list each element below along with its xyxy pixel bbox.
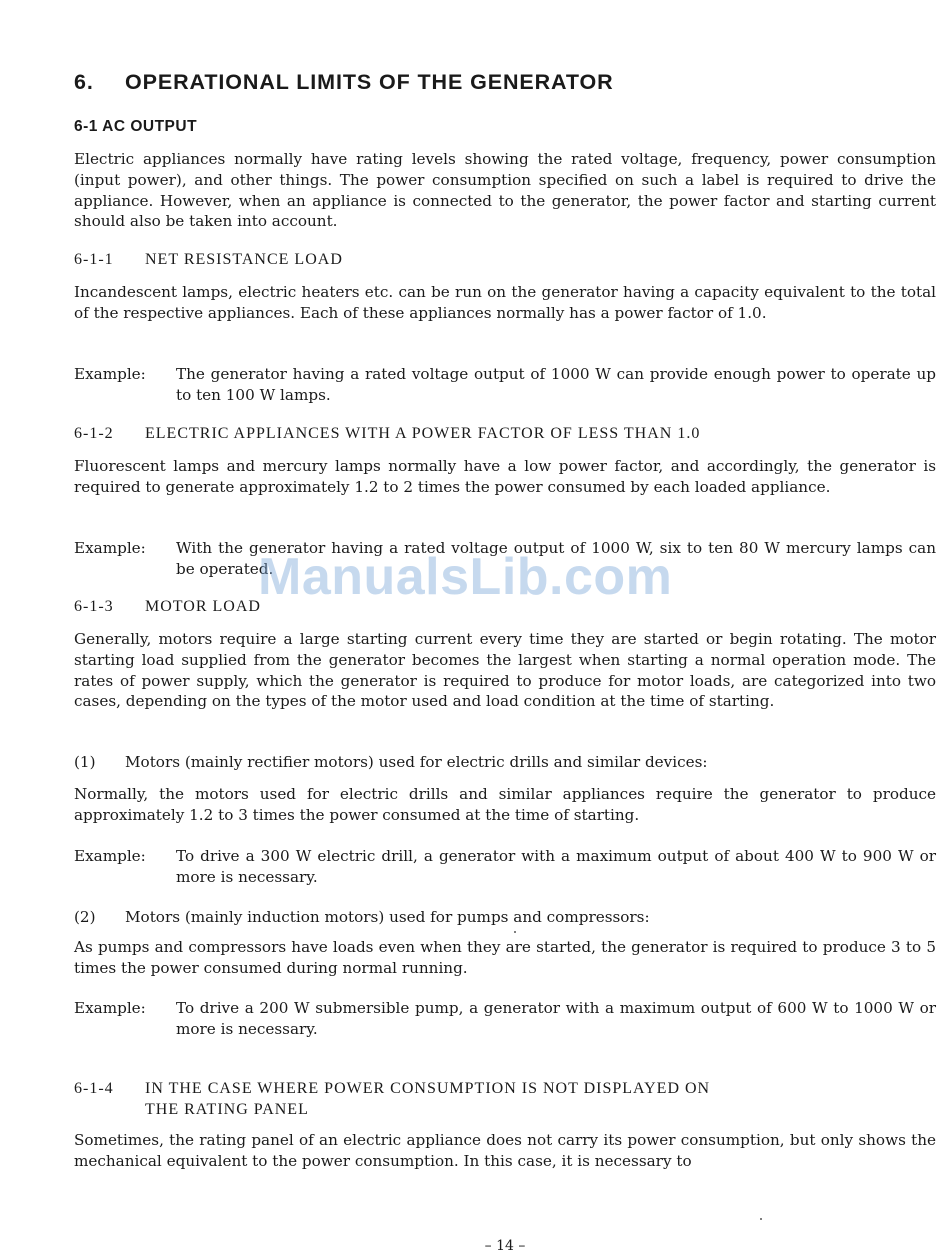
example-6-1-2	[74, 538, 936, 580]
case-1-paragraph: Normally, the motors used for electric drills and similar appliances require the generator to produce approximately 1.2 to 3 times the power consumed at the time of starting.	[74, 785, 936, 824]
heading-number: 6-1-1	[74, 251, 114, 268]
example-label: Example:	[74, 847, 146, 865]
case-number: (1)	[74, 753, 96, 771]
heading-number: 6-1-4	[74, 1080, 114, 1097]
heading-6-1-1	[74, 251, 343, 269]
subsection-heading: 6-1 AC OUTPUT	[74, 118, 198, 135]
heading-6-1-2	[74, 425, 700, 443]
watermark: ManualsLib.com	[258, 548, 673, 606]
case-2-paragraph: As pumps and compressors have loads even when they are started, the generator is required to produce 3 to 5 times the power consumed during normal running.	[74, 938, 936, 977]
case-title: Motors (mainly induction motors) used for pumps and compressors:	[125, 908, 650, 926]
speck	[760, 1218, 762, 1220]
paragraph-6-1-4: Sometimes, the rating panel of an electric appliance does not carry its power consumption, but only shows the mechanical equivalent to the power consumption. In this case, it is necessary to	[74, 1131, 936, 1170]
paragraph-6-1-3: Generally, motors require a large starting current every time they are started or begin rotating. The motor starting load supplied from the generator becomes the largest when starting a normal operation mode. The rates of power supply, which the generator is required to produce for motor loads, are categorized into two cases, depending on the types of the motor used and load condition at the time of starting.	[74, 630, 936, 711]
heading-6-1-3	[74, 598, 261, 616]
heading-title-line2: THE RATING PANEL	[145, 1100, 309, 1118]
example-text: To drive a 200 W submersible pump, a generator with a maximum output of 600 W to 1000 W or more is necessary.	[176, 999, 936, 1038]
example-text: The generator having a rated voltage output of 1000 W can provide enough power to operate up to ten 100 W lamps.	[176, 365, 936, 404]
page-number: – 14 –	[484, 1238, 526, 1254]
heading-title: MOTOR LOAD	[145, 598, 261, 615]
heading-title: ELECTRIC APPLIANCES WITH A POWER FACTOR OF LESS THAN 1.0	[145, 425, 701, 442]
paragraph-6-1-2: Fluorescent lamps and mercury lamps normally have a low power factor, and accordingly, the generator is required to generate approximately 1.2 to 2 times the power consumed by each loaded appliance.	[74, 457, 936, 496]
example-case-1	[74, 846, 936, 888]
example-text: To drive a 300 W electric drill, a generator with a maximum output of about 400 W to 900 W or more is necessary.	[176, 847, 936, 886]
section-title: OPERATIONAL LIMITS OF THE GENERATOR	[125, 70, 614, 94]
heading-title: NET RESISTANCE LOAD	[145, 251, 343, 268]
example-case-2	[74, 998, 936, 1040]
case-2-heading	[74, 907, 650, 928]
intro-paragraph: Electric appliances normally have rating levels showing the rated voltage, frequency, power consumption (input power), and other things. The power consumption specified on such a label is required to drive the appliance. However, when an appliance is connected to the generator, the power factor and starting current should also be taken into account.	[74, 150, 936, 231]
heading-number: 6-1-3	[74, 598, 114, 615]
section-number: 6.	[74, 70, 94, 94]
section-heading	[74, 70, 614, 95]
heading-6-1-4	[74, 1079, 710, 1120]
speck	[514, 931, 516, 933]
example-6-1-1	[74, 364, 936, 406]
case-1-heading	[74, 752, 708, 773]
heading-title-line1: IN THE CASE WHERE POWER CONSUMPTION IS NOT DISPLAYED ON	[145, 1080, 711, 1097]
case-number: (2)	[74, 908, 96, 926]
heading-number: 6-1-2	[74, 425, 114, 442]
example-label: Example:	[74, 539, 146, 557]
example-label: Example:	[74, 365, 146, 383]
paragraph-6-1-1: Incandescent lamps, electric heaters etc. can be run on the generator having a capacity equivalent to the total of the respective appliances. Each of these appliances normally has a power factor of 1.0.	[74, 283, 936, 322]
case-title: Motors (mainly rectifier motors) used for electric drills and similar devices:	[125, 753, 708, 771]
example-text: With the generator having a rated voltage output of 1000 W, six to ten 80 W mercury lamps can be operated.	[176, 539, 936, 578]
example-label: Example:	[74, 999, 146, 1017]
